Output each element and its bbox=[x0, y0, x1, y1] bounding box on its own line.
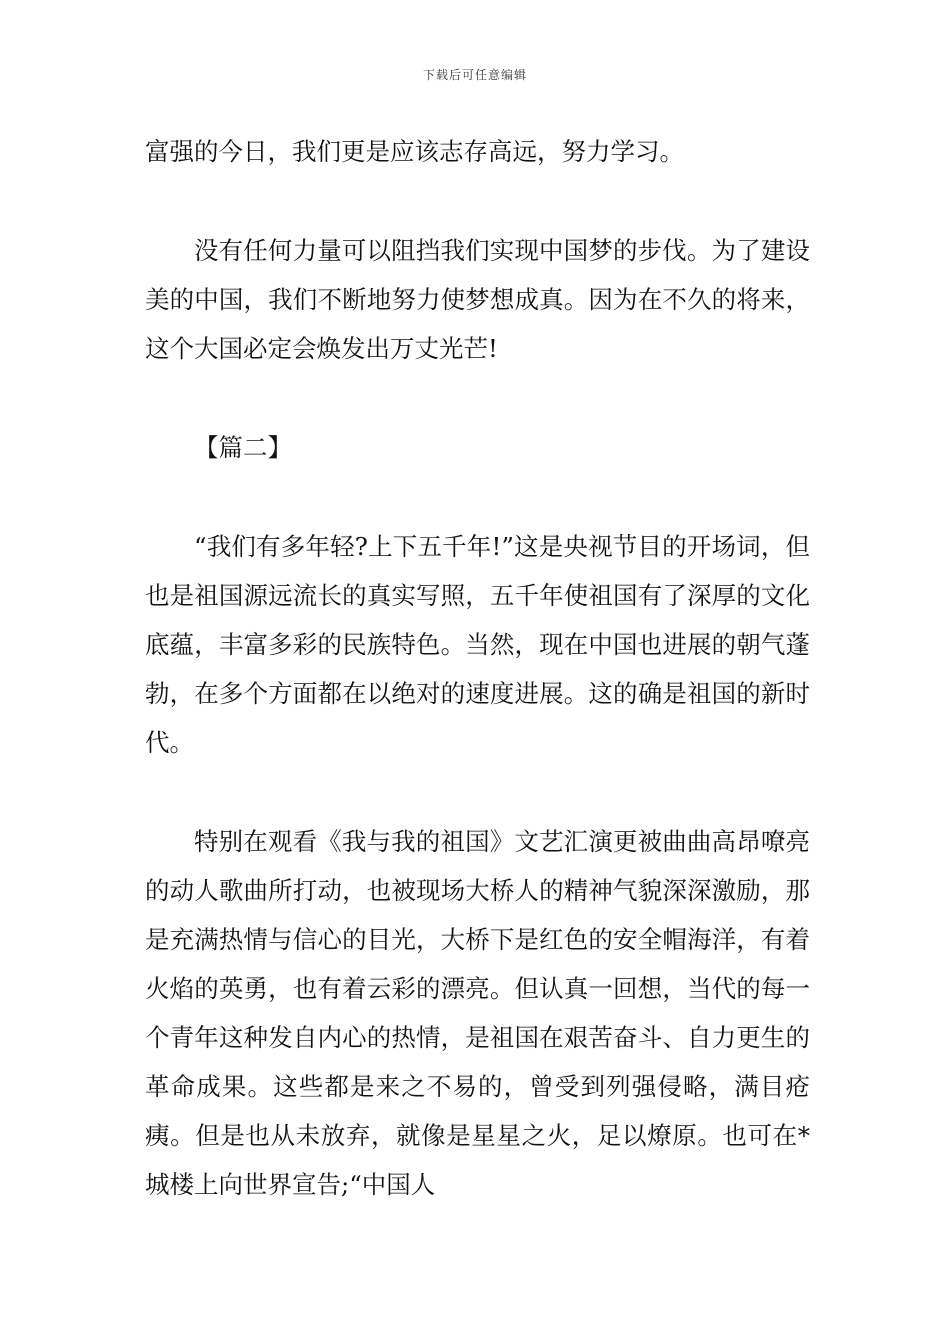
section-title: 【篇二】 bbox=[194, 433, 292, 462]
paragraph-gap bbox=[145, 373, 810, 423]
paragraph-gap bbox=[145, 176, 810, 226]
paragraph-3: “我们有多年轻?上下五千年!”这是央视节目的开场词，但也是祖国源远流长的真实写照，五千年使祖国有了深厚的文化底蕴，丰富多彩的民族特色。当然，现在中国也进展的朝气蓬勃，在多个方面都在以绝对的速度进展。这的确是祖国的新时代。 bbox=[145, 532, 810, 757]
paragraph-2: 没有任何力量可以阻挡我们实现中国梦的步伐。为了建设美的中国，我们不断地努力使梦想成真。因为在不久的将来，这个大国必定会焕发出万丈光芒! bbox=[145, 236, 810, 363]
page-header-note: 下载后可任意编辑 bbox=[422, 68, 527, 82]
paragraph-4: 特别在观看《我与我的祖国》文艺汇演更被曲曲高昂嘹亮的动人歌曲所打动，也被现场大桥人的精神气貌深深激励，那是充满热情与信心的目光，大桥下是红色的安全帽海洋，有着火焰的英勇，也有着云彩的漂亮。但认真一回想，当代的每一个青年这种发自内心的热情，是祖国在艰苦奋斗、自力更生的革命成果。这些都是来之不易的，曾受到列强侵略，满目疮痍。但是也从未放弃，就像是星星之火，足以燎原。也可在*城楼上向世界宣告;“中国人 bbox=[145, 827, 810, 1199]
paragraph-gap bbox=[145, 767, 810, 817]
document-body bbox=[145, 127, 810, 1209]
paragraph-gap bbox=[145, 472, 810, 522]
paragraph-1: 富强的今日，我们更是应该志存高远，努力学习。 bbox=[145, 137, 684, 166]
